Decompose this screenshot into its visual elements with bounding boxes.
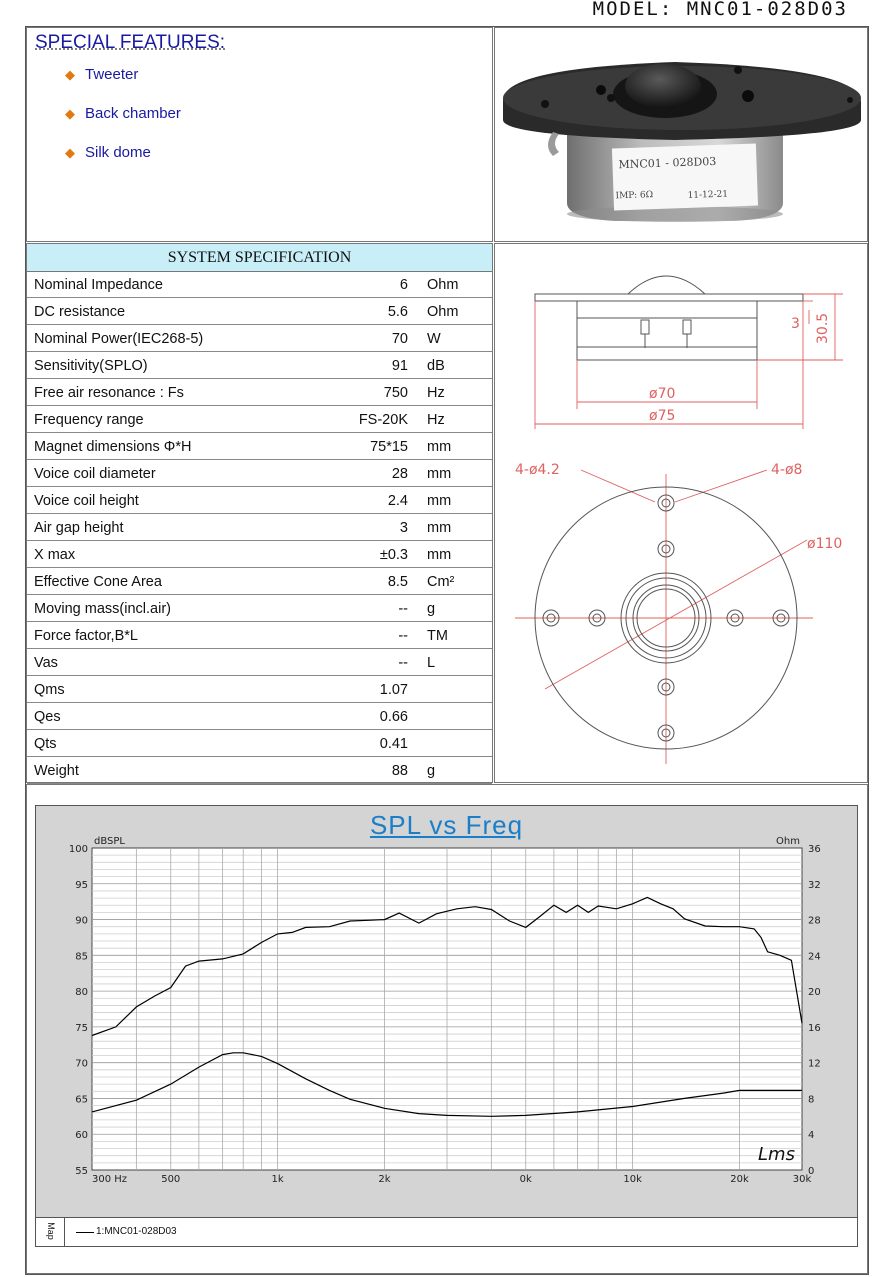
spec-row xyxy=(27,460,492,487)
spec-name: Moving mass(incl.air) xyxy=(34,601,171,617)
y-tick-label: 100 xyxy=(68,844,88,855)
spec-unit: Cm² xyxy=(427,574,455,590)
chart-title: SPL vs Freq xyxy=(369,810,524,840)
y-tick-label: 65 xyxy=(75,1094,88,1106)
x-tick-label: 1k xyxy=(271,1174,284,1185)
spec-value: 88 xyxy=(391,763,408,779)
spl-chart xyxy=(35,805,858,1247)
spl-chart-svg xyxy=(36,806,857,1214)
spec-row xyxy=(27,595,492,622)
x-tick-label: 10k xyxy=(623,1174,642,1185)
spec-unit: g xyxy=(427,763,436,779)
spec-value: FS-20K xyxy=(358,412,408,428)
spec-row xyxy=(27,541,492,568)
spec-name: Qts xyxy=(34,736,57,752)
photo-label-model: MNC01 - 028D03 xyxy=(618,154,717,172)
spec-name: Weight xyxy=(34,763,79,779)
y2-tick-label: 20 xyxy=(808,987,821,999)
dim-small-label: 3 xyxy=(791,316,800,332)
spec-unit: mm xyxy=(427,493,452,509)
y-tick-label: 95 xyxy=(75,879,88,891)
face-dim-label: ø110 xyxy=(807,536,843,552)
photo-label-date: 11-12-21 xyxy=(687,189,729,201)
spec-unit: g xyxy=(427,601,436,617)
spec-row xyxy=(27,757,492,784)
y2-tick-label: 4 xyxy=(808,1130,815,1142)
dimension-drawing-svg xyxy=(495,244,867,782)
x-tick-label: 30k xyxy=(792,1174,812,1185)
y2-tick-label: 0 xyxy=(808,1166,815,1177)
y-tick-label: 80 xyxy=(75,987,88,999)
holes-right-label: 4-ø8 xyxy=(771,462,803,478)
spec-name: Nominal Power(IEC268-5) xyxy=(34,331,204,347)
diamond-bullet-icon: ◆ xyxy=(65,145,75,160)
spec-row xyxy=(27,406,492,433)
spec-name: Magnet dimensions Φ*H xyxy=(34,439,192,455)
dim-height-label: 30.5 xyxy=(815,312,831,344)
spec-unit: Ohm xyxy=(427,277,459,293)
chart-legend xyxy=(35,1217,858,1247)
spec-unit: Ohm xyxy=(427,304,459,320)
x-tick-label: 300 Hz xyxy=(92,1174,128,1185)
spec-value: 8.5 xyxy=(387,574,408,590)
legend-side-label: Map xyxy=(45,1222,56,1240)
legend-line-swatch xyxy=(76,1232,94,1233)
spec-name: Frequency range xyxy=(34,412,144,428)
features-list xyxy=(65,66,181,183)
spec-value: 28 xyxy=(391,466,408,482)
spec-value: 6 xyxy=(399,277,408,293)
spec-row xyxy=(27,379,492,406)
legend-entry: 1:MNC01-028D03 xyxy=(96,1226,177,1237)
spec-unit: L xyxy=(427,655,436,671)
spec-unit: Hz xyxy=(427,412,445,428)
spec-value: 2.4 xyxy=(387,493,408,509)
product-photo xyxy=(494,27,868,242)
spec-row xyxy=(27,514,492,541)
spec-name: Vas xyxy=(34,655,58,671)
spec-value: 75*15 xyxy=(370,439,408,455)
diamond-bullet-icon: ◆ xyxy=(65,106,75,121)
spec-title: SYSTEM SPECIFICATION xyxy=(27,244,492,272)
spec-value: 91 xyxy=(391,358,408,374)
spec-unit: dB xyxy=(427,358,445,374)
spec-name: Voice coil height xyxy=(34,493,139,509)
y-tick-label: 70 xyxy=(75,1058,88,1070)
spec-value: 1.07 xyxy=(379,682,408,698)
spec-name: Sensitivity(SPLO) xyxy=(34,358,148,374)
spec-row xyxy=(27,703,492,730)
y-tick-label: 90 xyxy=(75,915,88,927)
y2-tick-label: 8 xyxy=(808,1094,815,1106)
feature-item: ◆ Tweeter xyxy=(65,66,139,83)
spec-name: Qes xyxy=(34,709,61,725)
spec-name: X max xyxy=(34,547,76,563)
diamond-bullet-icon: ◆ xyxy=(65,67,75,82)
dim-inner-label: ø70 xyxy=(649,386,676,402)
feature-item: ◆ Back chamber xyxy=(65,105,181,122)
spec-name: DC resistance xyxy=(34,304,126,320)
spec-row xyxy=(27,352,492,379)
spec-name: Nominal Impedance xyxy=(34,277,163,293)
spec-unit: mm xyxy=(427,439,452,455)
spec-value: 3 xyxy=(399,520,408,536)
spec-name: Effective Cone Area xyxy=(34,574,162,590)
dim-outer-label: ø75 xyxy=(649,408,676,424)
spec-row xyxy=(27,271,492,298)
spec-value: 750 xyxy=(383,385,408,401)
spec-unit: Hz xyxy=(427,385,445,401)
watermark-label: Lms xyxy=(758,1144,795,1165)
spec-row xyxy=(27,649,492,676)
y2-tick-label: 16 xyxy=(808,1022,821,1034)
spec-row xyxy=(27,325,492,352)
features-title: SPECIAL FEATURES: xyxy=(35,32,226,53)
spec-value: ±0.3 xyxy=(379,547,408,563)
y-axis-label: dBSPL xyxy=(94,836,125,847)
spec-row xyxy=(27,622,492,649)
spec-unit: W xyxy=(427,331,441,347)
y2-tick-label: 12 xyxy=(808,1058,821,1070)
spec-value: -- xyxy=(398,601,408,617)
spec-unit: mm xyxy=(427,547,452,563)
spec-row xyxy=(27,487,492,514)
x-tick-label: 20k xyxy=(730,1174,749,1185)
y-tick-label: 75 xyxy=(75,1022,88,1034)
tweeter-photo-image xyxy=(495,28,867,241)
spec-value: -- xyxy=(398,655,408,671)
y-tick-label: 60 xyxy=(75,1130,88,1142)
spec-value: 70 xyxy=(391,331,408,347)
spec-name: Air gap height xyxy=(34,520,124,536)
spec-value: 0.66 xyxy=(379,709,408,725)
y2-tick-label: 32 xyxy=(808,879,821,891)
x-tick-label: 2k xyxy=(378,1174,391,1185)
y2-axis-label: Ohm xyxy=(776,836,800,847)
spec-value: 5.6 xyxy=(387,304,408,320)
y-tick-label: 55 xyxy=(75,1166,88,1177)
spec-table xyxy=(26,243,493,783)
spec-unit: mm xyxy=(427,466,452,482)
spec-name: Qms xyxy=(34,682,65,698)
spec-unit: TM xyxy=(427,628,448,644)
spec-name: Voice coil diameter xyxy=(34,466,156,482)
feature-item: ◆ Silk dome xyxy=(65,144,151,161)
x-tick-label: 0k xyxy=(519,1174,532,1185)
dimension-drawing xyxy=(494,243,868,783)
spec-name: Free air resonance : Fs xyxy=(34,385,184,401)
holes-left-label: 4-ø4.2 xyxy=(515,462,560,478)
spec-row xyxy=(27,298,492,325)
photo-label-imp: IMP: 6Ω xyxy=(615,190,654,202)
spec-row xyxy=(27,730,492,757)
y2-tick-label: 28 xyxy=(808,915,821,927)
y2-tick-label: 36 xyxy=(808,844,821,855)
features-panel xyxy=(26,27,493,242)
y-tick-label: 85 xyxy=(75,951,88,963)
x-tick-label: 500 xyxy=(161,1174,181,1185)
spec-row xyxy=(27,676,492,703)
model-number: MODEL: MNC01-028D03 xyxy=(592,0,848,20)
spec-unit: mm xyxy=(427,520,452,536)
spec-row xyxy=(27,433,492,460)
spl-graph-panel xyxy=(26,784,868,1274)
spec-value: 0.41 xyxy=(379,736,408,752)
spec-name: Force factor,B*L xyxy=(34,628,138,644)
spec-row xyxy=(27,568,492,595)
y2-tick-label: 24 xyxy=(808,951,821,963)
spec-value: -- xyxy=(398,628,408,644)
